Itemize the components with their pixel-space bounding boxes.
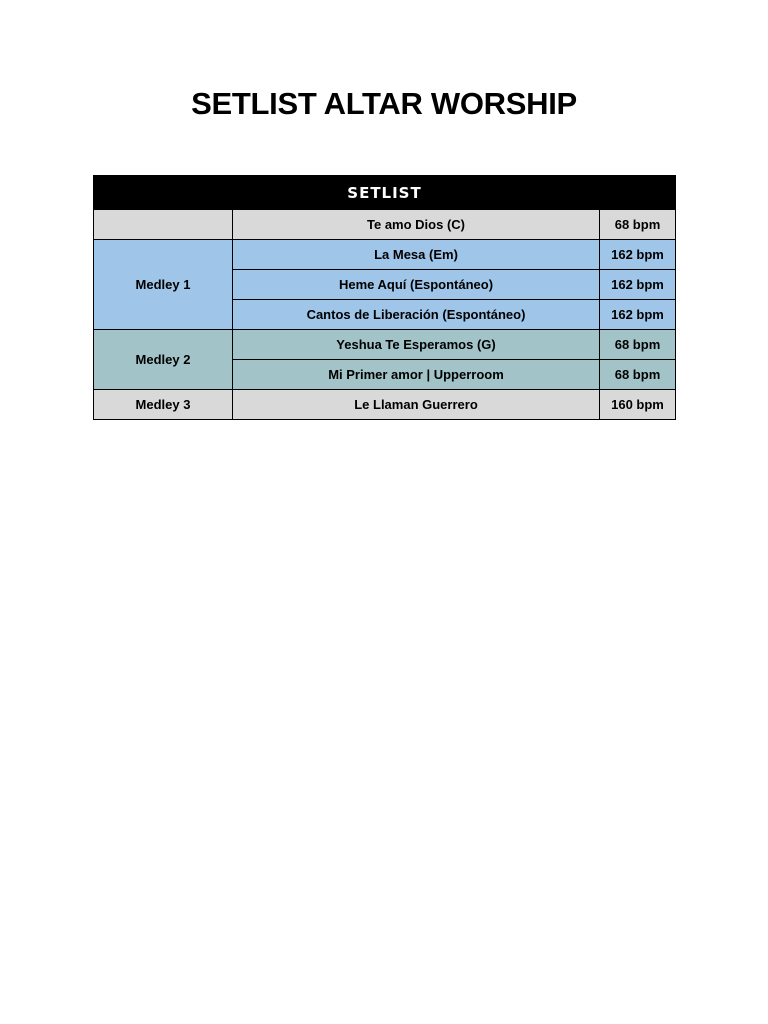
song-cell: La Mesa (Em) [233, 240, 600, 270]
table-row [94, 240, 676, 270]
bpm-cell: 162 bpm [600, 300, 676, 330]
song-cell: Heme Aquí (Espontáneo) [233, 270, 600, 300]
table-row [94, 210, 676, 240]
medley-cell [94, 210, 233, 240]
bpm-cell: 68 bpm [600, 210, 676, 240]
song-cell: Le Llaman Guerrero [233, 390, 600, 420]
bpm-cell: 162 bpm [600, 240, 676, 270]
bpm-cell: 68 bpm [600, 330, 676, 360]
table-row [94, 390, 676, 420]
bpm-cell: 160 bpm [600, 390, 676, 420]
medley-cell: Medley 2 [94, 330, 233, 390]
page-title: SETLIST ALTAR WORSHIP [191, 86, 577, 121]
table-row [94, 330, 676, 360]
table-header: SETLIST [94, 176, 676, 210]
song-cell: Mi Primer amor | Upperroom [233, 360, 600, 390]
song-cell: Te amo Dios (C) [233, 210, 600, 240]
bpm-cell: 162 bpm [600, 270, 676, 300]
table-header-row [94, 176, 676, 210]
song-cell: Cantos de Liberación (Espontáneo) [233, 300, 600, 330]
song-cell: Yeshua Te Esperamos (G) [233, 330, 600, 360]
setlist-table [93, 175, 676, 420]
bpm-cell: 68 bpm [600, 360, 676, 390]
medley-cell: Medley 3 [94, 390, 233, 420]
medley-cell: Medley 1 [94, 240, 233, 330]
